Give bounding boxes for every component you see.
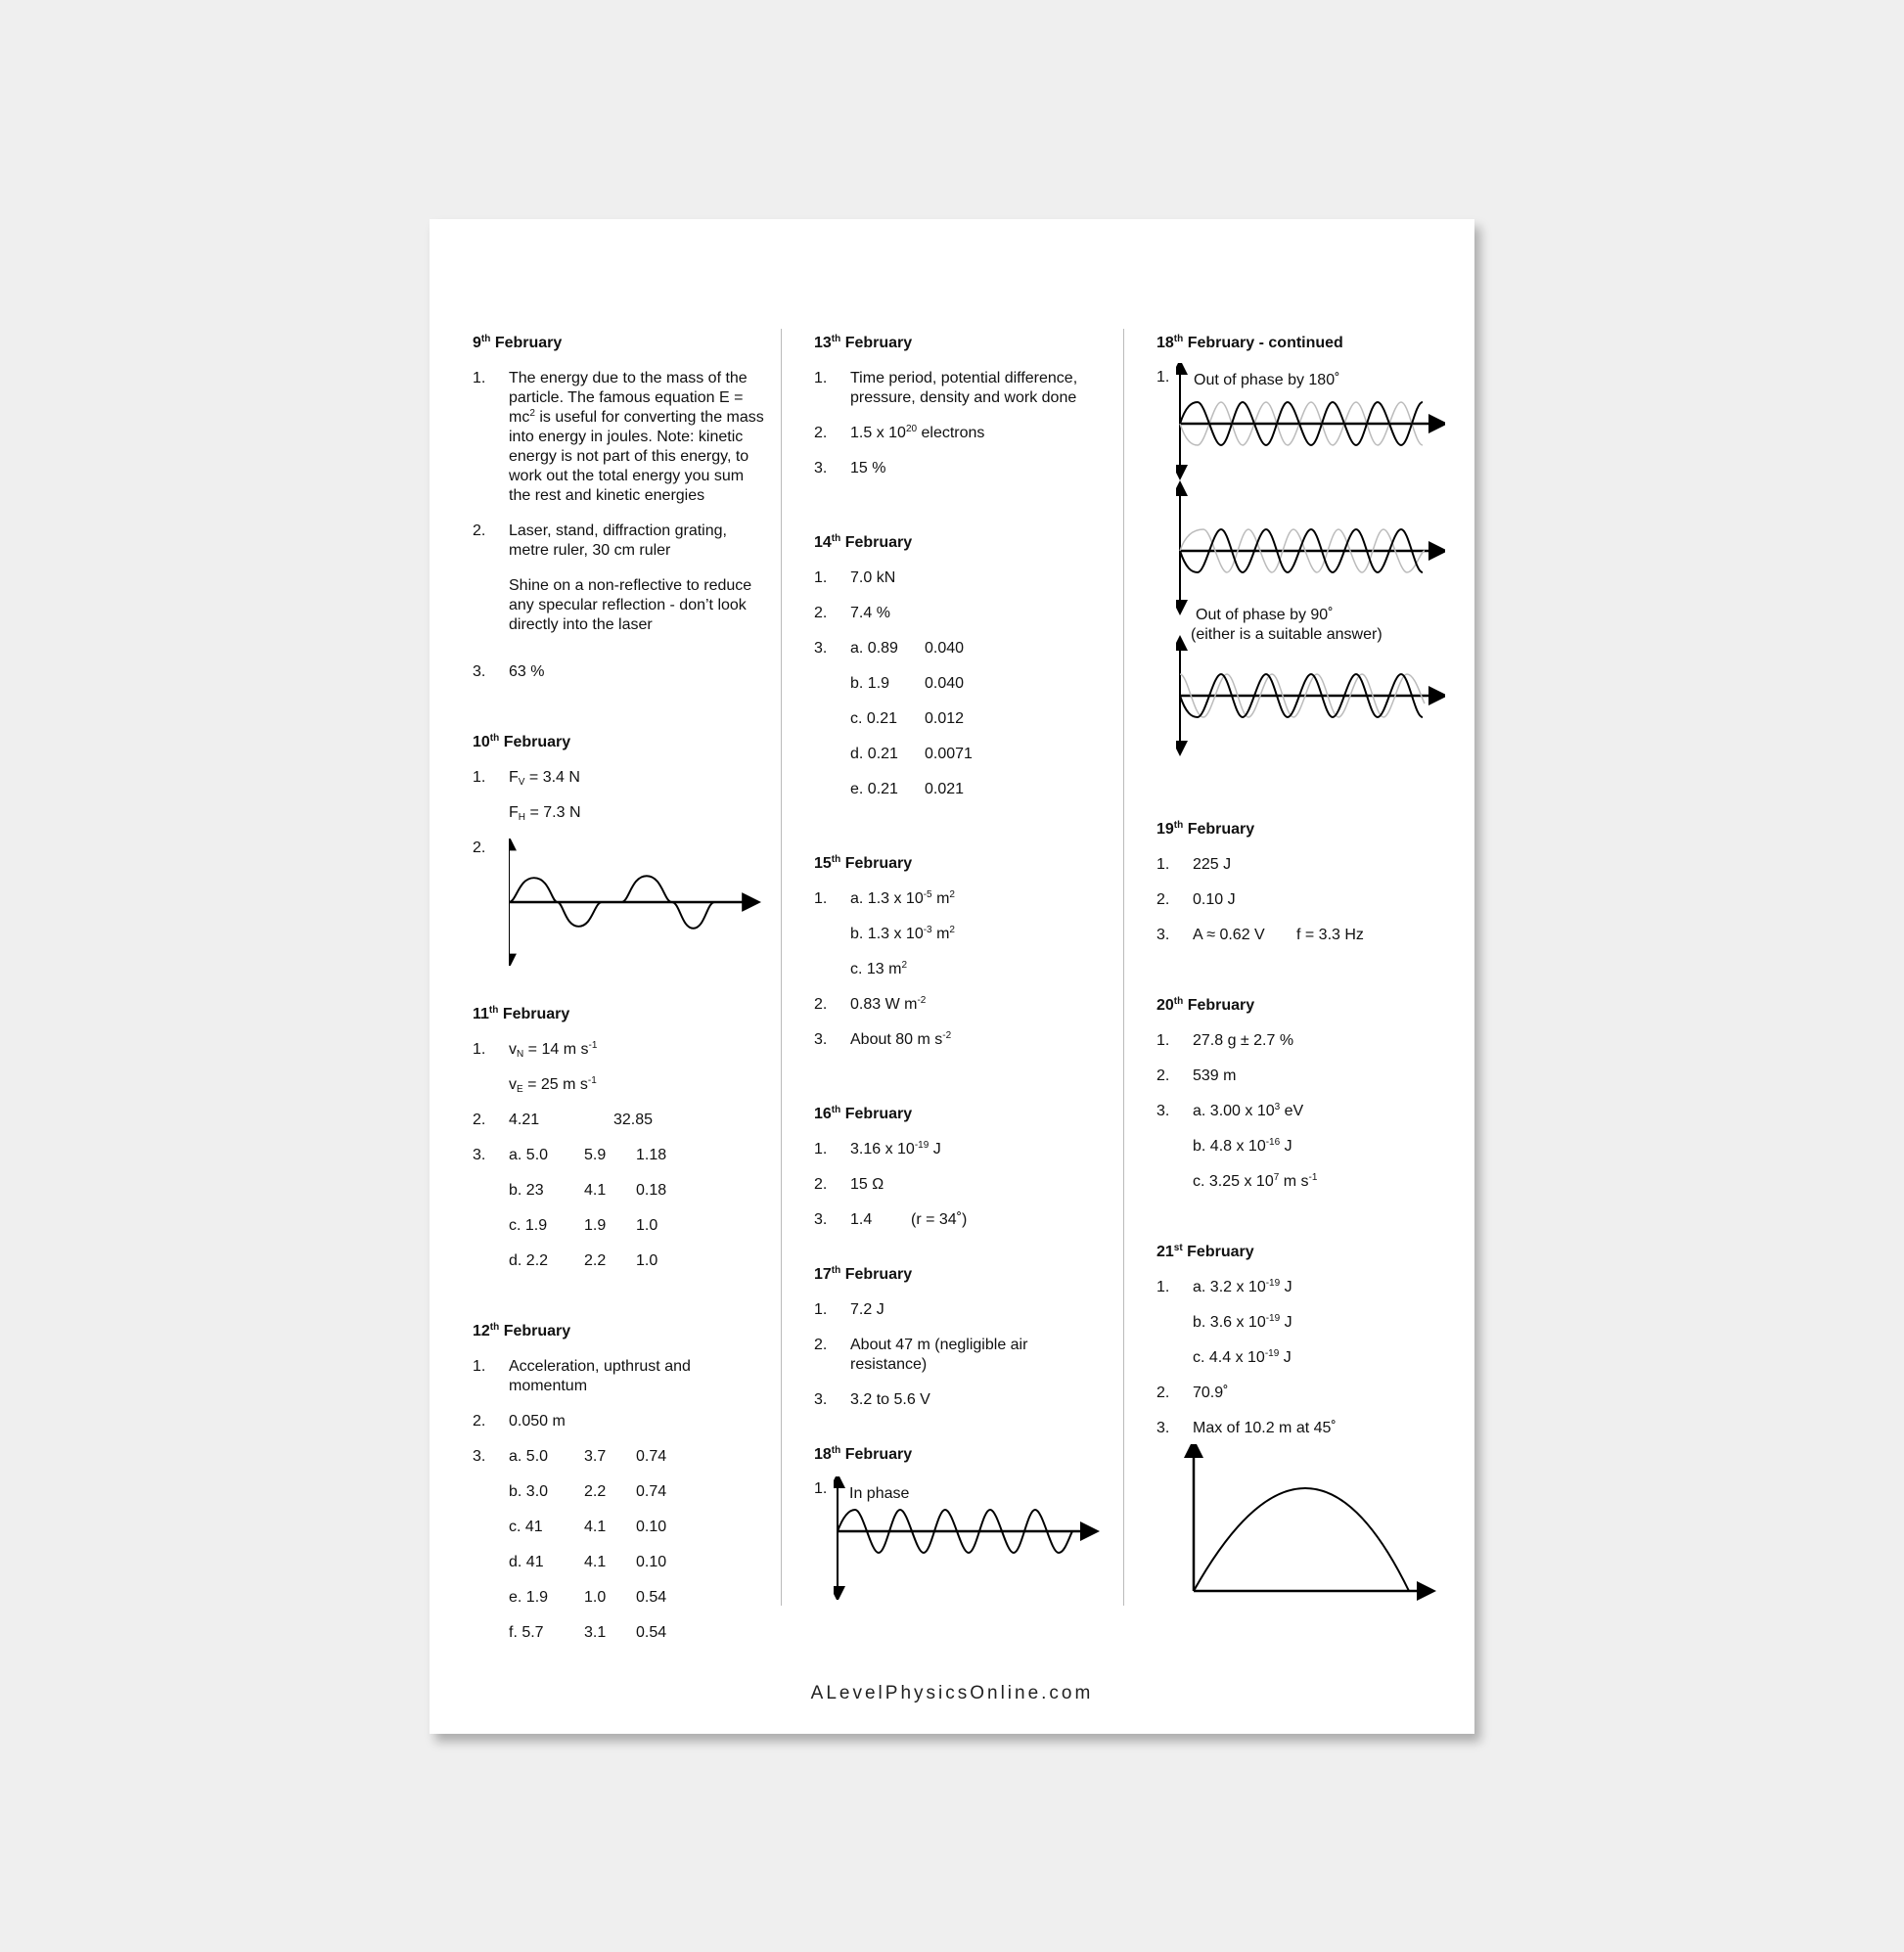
answer-2: 2. 0.050 m: [473, 1413, 566, 1430]
column-3: [1156, 334, 1440, 1641]
answer-2: 2. 0.10 J: [1156, 891, 1236, 908]
answer-3-row: c. 41 4.1 0.10: [509, 1519, 667, 1535]
section-21st-february: [1156, 1243, 1440, 1606]
answer-3: 3. 15 %: [814, 460, 886, 477]
answer-3b: b. 4.8 x $10^{-16}$ J: [1193, 1137, 1292, 1155]
section-18th-february: [814, 1445, 1108, 1598]
section-heading: 9th February: [473, 334, 563, 351]
answer-2-note: Shine on a non-reflective to reduce any specular reflection - don’t look directly into the laser: [509, 577, 752, 633]
site-footer: ALevelPhysicsOnline.com: [810, 1683, 1094, 1703]
answer-3: 3. 1.4 (r = 34˚): [814, 1211, 968, 1228]
answer-3-row: b. 23 4.1 0.18: [509, 1182, 667, 1199]
answer-1: 1. Time period, potential difference, pressure, density and work done: [814, 370, 1078, 406]
answer-1: 1. 7.0 kN: [814, 569, 896, 586]
answer-sheet: [430, 219, 1474, 1734]
answer-1: 1. 3.16 x $10^{-19}$ J: [814, 1140, 941, 1158]
section-20th-february: [1156, 996, 1440, 1192]
answer-1: 1. The energy due to the mass of the particle. The famous equation $E = mc^2$ is useful for converting the mass into energy in joules. Note: kinetic energy is not part of this energy, to work out the total energy you sum the rest and kinetic energies: [473, 370, 764, 504]
answer-2: 2. About 47 m (negligible air resistance): [814, 1337, 1028, 1373]
section-9th-february: [473, 334, 766, 682]
column-1: [473, 334, 766, 1678]
answer-3-row: e. 1.9 1.0 0.54: [509, 1589, 667, 1606]
answer-3-row: c. 0.21 0.012: [850, 710, 965, 727]
answer-3-row: 3. a. 5.0 3.7 0.74: [473, 1448, 667, 1465]
answer-1: 1. 7.2 J: [814, 1301, 884, 1318]
section-10th-february: [473, 733, 766, 966]
section-heading: 15th February: [814, 854, 913, 872]
answer-2: 2. 7.4 %: [814, 605, 890, 621]
section-heading: 19th February: [1156, 820, 1255, 838]
section-heading: 12th February: [473, 1322, 571, 1339]
section-16th-february: [814, 1105, 1108, 1230]
section-heading: 21st February: [1156, 1243, 1254, 1260]
answer-3: 3. 3.2 to 5.6 V: [814, 1391, 930, 1408]
answer-3-row: d. 2.2 2.2 1.0: [509, 1252, 658, 1269]
answer-1a: 1. a. 1.3 x $10^{-5}$ $m^2$: [814, 889, 955, 907]
section-11th-february: [473, 1005, 766, 1271]
answer-3: 3. 63 %: [473, 663, 545, 680]
out-of-phase-90-label: Out of phase by 90˚: [1196, 607, 1334, 623]
either-suitable-label: (either is a suitable answer): [1191, 626, 1383, 643]
answer-1a: 1. $v_N = 14$ m $s^{-1}$: [473, 1040, 598, 1060]
out-of-phase-180-label: Out of phase by 180˚: [1194, 372, 1340, 388]
answer-1: 1. 225 J: [1156, 856, 1232, 873]
answer-1b: b. 3.6 x $10^{-19}$ J: [1193, 1313, 1292, 1331]
section-heading: 11th February: [473, 1005, 570, 1022]
section-19th-february: [1156, 820, 1440, 945]
answer-3-row: f. 5.7 3.1 0.54: [509, 1624, 667, 1641]
answer-2: 2. 1.5 x $10^{20}$ electrons: [814, 424, 985, 441]
answer-1b: $v_E = 25$ m $s^{-1}$: [509, 1075, 597, 1095]
section-heading: 13th February: [814, 334, 913, 351]
answer-2: 2. 15 Ω: [814, 1176, 884, 1193]
section-heading: 17th February: [814, 1265, 913, 1283]
section-heading: 14th February: [814, 533, 913, 551]
answer-3a: 3. a. 3.00 x $10^3$ eV: [1156, 1102, 1304, 1119]
answer-2: 2. 4.21 32.85: [473, 1112, 654, 1128]
answer-1b: b. 1.3 x $10^{-3}$ $m^2$: [850, 925, 955, 942]
section-14th-february: [814, 533, 1108, 799]
answer-2: 2.: [473, 839, 766, 966]
section-15th-february: [814, 854, 1108, 1050]
in-phase-wave-sketch: [834, 1476, 1103, 1600]
section-17th-february: [814, 1265, 1108, 1410]
answer-3-row: e. 0.21 0.021: [850, 781, 965, 797]
section-12th-february: [473, 1322, 766, 1643]
answer-1b: $F_H = 7.3$ N: [509, 804, 581, 823]
column-divider: [781, 329, 782, 1606]
answer-3c: c. 3.25 x $10^7$ m $s^{-1}$: [1193, 1172, 1318, 1190]
answer-2: 2. 0.83 W $m^{-2}$: [814, 995, 927, 1013]
answer-3-row: 3. a. 0.89 0.040: [814, 640, 965, 657]
wave-sketch: [509, 839, 766, 966]
answer-1a: 1. $F_V = 3.4$ N: [473, 769, 580, 788]
section-heading: 18th February - continued: [1156, 334, 1343, 351]
section-heading: 18th February: [814, 1445, 913, 1463]
answer-3: 3. About 80 m $s^{-2}$: [814, 1030, 952, 1048]
answer-2: 2. 539 m: [1156, 1067, 1237, 1084]
column-2: [814, 334, 1108, 1633]
out-of-phase-wave-sketches: [1176, 363, 1445, 789]
range-vs-angle-sketch: [1182, 1444, 1436, 1601]
answer-3-row: d. 41 4.1 0.10: [509, 1554, 667, 1570]
section-heading: 20th February: [1156, 996, 1255, 1014]
section-18th-february-continued: [1156, 334, 1440, 785]
in-phase-label: In phase: [849, 1485, 910, 1502]
section-heading: 16th February: [814, 1105, 913, 1122]
answer-1c: c. 4.4 x $10^{-19}$ J: [1193, 1348, 1292, 1366]
answer-3-row: 3. a. 5.0 5.9 1.18: [473, 1147, 667, 1163]
section-heading: 10th February: [473, 733, 571, 750]
answer-2: 2. Laser, stand, diffraction grating, metre ruler, 30 cm ruler: [473, 522, 727, 559]
column-divider: [1123, 329, 1124, 1606]
answer-3: 3. Max of 10.2 m at 45˚: [1156, 1420, 1337, 1436]
answer-3: 3. A ≈ 0.62 V f = 3.3 Hz: [1156, 927, 1364, 943]
answer-3-row: b. 1.9 0.040: [850, 675, 965, 692]
answer-1: 1. Out of phase by 180˚ Out of phase by 90˚ (either is a suitable answer): [1156, 369, 1440, 785]
answer-1: 1. 27.8 g ± 2.7 %: [1156, 1032, 1294, 1049]
answer-2: 2. 70.9˚: [1156, 1385, 1229, 1401]
answer-1a: 1. a. 3.2 x $10^{-19}$ J: [1156, 1278, 1292, 1295]
answer-3-row: b. 3.0 2.2 0.74: [509, 1483, 667, 1500]
answer-1: 1. Acceleration, upthrust and momentum: [473, 1358, 691, 1394]
answer-1c: c. 13 $m^2$: [850, 960, 908, 977]
answer-1: 1. In phase: [814, 1480, 1108, 1598]
answer-3-row: d. 0.21 0.0071: [850, 746, 973, 762]
answer-3-row: c. 1.9 1.9 1.0: [509, 1217, 658, 1234]
section-13th-february: [814, 334, 1108, 478]
